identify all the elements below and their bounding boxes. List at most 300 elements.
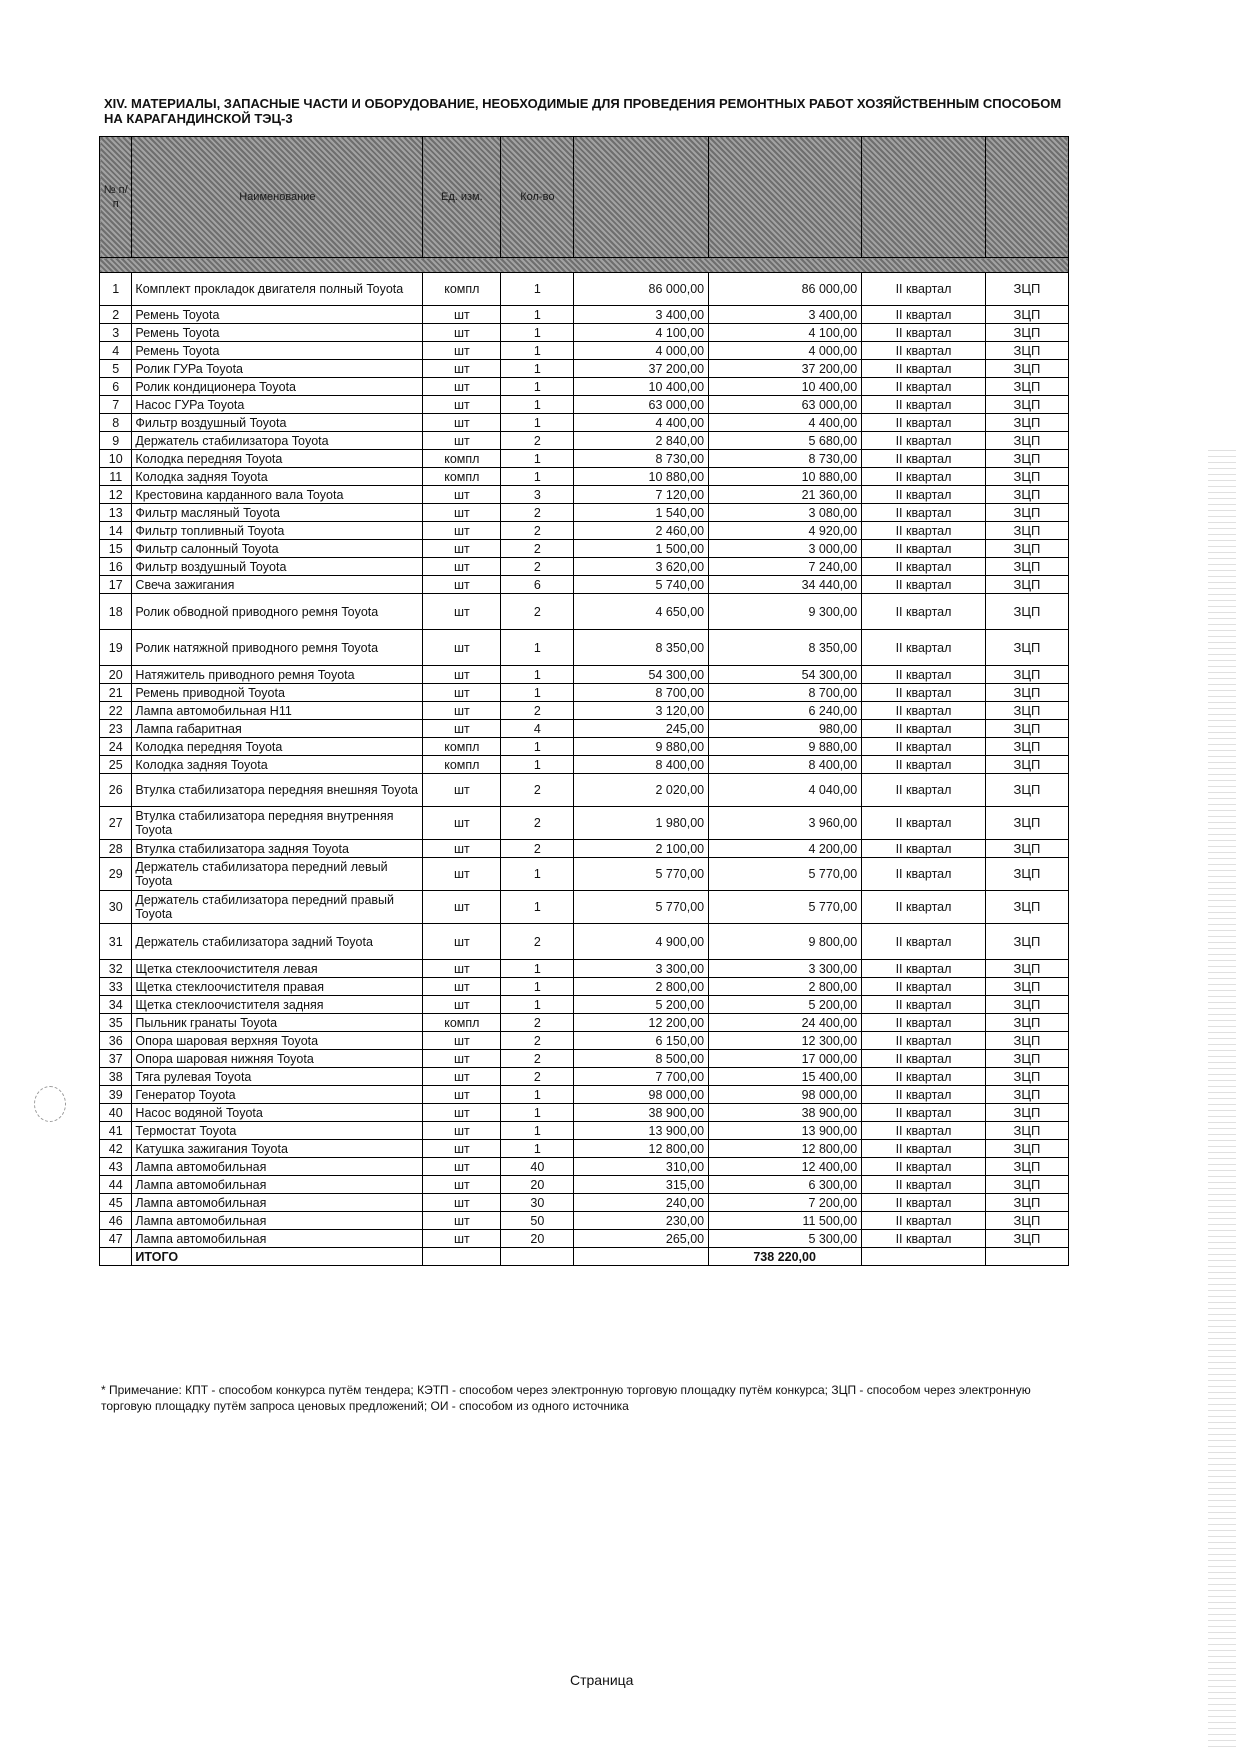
unit-of-measure: шт — [423, 702, 501, 720]
item-name: Держатель стабилизатора передний левый Toyota — [132, 858, 423, 891]
table-row — [100, 1032, 1069, 1050]
item-name: Фильтр воздушный Toyota — [132, 414, 423, 432]
table-row — [100, 396, 1069, 414]
item-name: Втулка стабилизатора передняя внешняя Toyota — [132, 774, 423, 807]
unit-price: 3 620,00 — [574, 558, 709, 576]
total-amount: 86 000,00 — [709, 273, 862, 306]
procurement-method: ЗЦП — [985, 504, 1068, 522]
unit-of-measure: шт — [423, 840, 501, 858]
procurement-method: ЗЦП — [985, 1014, 1068, 1032]
row-number: 31 — [100, 924, 132, 960]
unit-price: 38 900,00 — [574, 1104, 709, 1122]
unit-price: 3 120,00 — [574, 702, 709, 720]
quantity: 6 — [501, 576, 574, 594]
item-name: Фильтр салонный Toyota — [132, 540, 423, 558]
header-method — [985, 137, 1068, 258]
table-row — [100, 378, 1069, 396]
row-number: 7 — [100, 396, 132, 414]
item-name: Ролик кондиционера Toyota — [132, 378, 423, 396]
total-amount: 12 300,00 — [709, 1032, 862, 1050]
unit-of-measure: шт — [423, 360, 501, 378]
header-period — [862, 137, 986, 258]
table-row — [100, 1122, 1069, 1140]
quantity: 1 — [501, 273, 574, 306]
delivery-period: II квартал — [862, 738, 986, 756]
row-number: 4 — [100, 342, 132, 360]
delivery-period: II квартал — [862, 486, 986, 504]
row-number: 1 — [100, 273, 132, 306]
item-name: Колодка передняя Toyota — [132, 738, 423, 756]
quantity: 2 — [501, 774, 574, 807]
unit-of-measure: шт — [423, 1176, 501, 1194]
delivery-period: II квартал — [862, 807, 986, 840]
item-name: Пыльник гранаты Toyota — [132, 1014, 423, 1032]
row-number: 5 — [100, 360, 132, 378]
total-amount: 9 300,00 — [709, 594, 862, 630]
total-amount: 3 000,00 — [709, 540, 862, 558]
item-name: Держатель стабилизатора передний правый Toyota — [132, 891, 423, 924]
table-row — [100, 1086, 1069, 1104]
row-number: 16 — [100, 558, 132, 576]
row-number: 19 — [100, 630, 132, 666]
unit-of-measure: шт — [423, 996, 501, 1014]
row-number: 23 — [100, 720, 132, 738]
total-amount: 2 800,00 — [709, 978, 862, 996]
delivery-period: II квартал — [862, 720, 986, 738]
total-amount: 13 900,00 — [709, 1122, 862, 1140]
total-amount: 54 300,00 — [709, 666, 862, 684]
delivery-period: II квартал — [862, 1194, 986, 1212]
quantity: 4 — [501, 720, 574, 738]
quantity: 1 — [501, 1140, 574, 1158]
delivery-period: II квартал — [862, 1158, 986, 1176]
procurement-method: ЗЦП — [985, 684, 1068, 702]
quantity: 2 — [501, 924, 574, 960]
item-name: Втулка стабилизатора задняя Toyota — [132, 840, 423, 858]
unit-price: 8 500,00 — [574, 1050, 709, 1068]
quantity: 3 — [501, 486, 574, 504]
header-qty: Кол-во — [501, 137, 574, 258]
delivery-period: II квартал — [862, 1230, 986, 1248]
procurement-method: ЗЦП — [985, 324, 1068, 342]
delivery-period: II квартал — [862, 1122, 986, 1140]
row-number: 28 — [100, 840, 132, 858]
delivery-period: II квартал — [862, 666, 986, 684]
row-number: 38 — [100, 1068, 132, 1086]
table-row — [100, 684, 1069, 702]
item-name: Генератор Toyota — [132, 1086, 423, 1104]
quantity: 1 — [501, 996, 574, 1014]
table-row — [100, 807, 1069, 840]
unit-of-measure: шт — [423, 378, 501, 396]
delivery-period: II квартал — [862, 306, 986, 324]
delivery-period: II квартал — [862, 360, 986, 378]
delivery-period: II квартал — [862, 450, 986, 468]
procurement-method: ЗЦП — [985, 414, 1068, 432]
row-number: 32 — [100, 960, 132, 978]
total-empty-cell — [862, 1248, 986, 1266]
delivery-period: II квартал — [862, 702, 986, 720]
delivery-period: II квартал — [862, 858, 986, 891]
row-number: 35 — [100, 1014, 132, 1032]
total-amount: 3 960,00 — [709, 807, 862, 840]
unit-of-measure: шт — [423, 1140, 501, 1158]
procurement-method: ЗЦП — [985, 858, 1068, 891]
row-number: 42 — [100, 1140, 132, 1158]
unit-price: 4 400,00 — [574, 414, 709, 432]
procurement-method: ЗЦП — [985, 1104, 1068, 1122]
total-amount: 5 770,00 — [709, 858, 862, 891]
procurement-method: ЗЦП — [985, 1032, 1068, 1050]
unit-price: 8 400,00 — [574, 756, 709, 774]
procurement-method: ЗЦП — [985, 468, 1068, 486]
delivery-period: II квартал — [862, 378, 986, 396]
item-name: Фильтр масляный Toyota — [132, 504, 423, 522]
unit-price: 240,00 — [574, 1194, 709, 1212]
quantity: 2 — [501, 702, 574, 720]
quantity: 1 — [501, 360, 574, 378]
procurement-method: ЗЦП — [985, 840, 1068, 858]
item-name: Натяжитель приводного ремня Toyota — [132, 666, 423, 684]
unit-of-measure: шт — [423, 1050, 501, 1068]
procurement-method: ЗЦП — [985, 1086, 1068, 1104]
table-row — [100, 1140, 1069, 1158]
quantity: 1 — [501, 630, 574, 666]
total-amount: 4 000,00 — [709, 342, 862, 360]
total-amount: 37 200,00 — [709, 360, 862, 378]
materials-table — [99, 136, 1069, 1266]
item-name: Щетка стеклоочистителя левая — [132, 960, 423, 978]
page-label: Страница — [570, 1672, 634, 1688]
unit-of-measure: компл — [423, 468, 501, 486]
procurement-method: ЗЦП — [985, 1158, 1068, 1176]
unit-price: 13 900,00 — [574, 1122, 709, 1140]
header-unit: Ед. изм. — [423, 137, 501, 258]
quantity: 2 — [501, 840, 574, 858]
total-empty-cell — [574, 1248, 709, 1266]
unit-of-measure: шт — [423, 1158, 501, 1176]
quantity: 2 — [501, 1014, 574, 1032]
total-amount: 98 000,00 — [709, 1086, 862, 1104]
unit-price: 86 000,00 — [574, 273, 709, 306]
quantity: 1 — [501, 468, 574, 486]
table-row — [100, 594, 1069, 630]
procurement-method: ЗЦП — [985, 891, 1068, 924]
quantity: 2 — [501, 522, 574, 540]
row-number: 34 — [100, 996, 132, 1014]
unit-price: 12 800,00 — [574, 1140, 709, 1158]
procurement-method: ЗЦП — [985, 924, 1068, 960]
quantity: 1 — [501, 858, 574, 891]
quantity: 2 — [501, 558, 574, 576]
item-name: Лампа автомобильная — [132, 1194, 423, 1212]
procurement-method: ЗЦП — [985, 378, 1068, 396]
unit-price: 2 840,00 — [574, 432, 709, 450]
quantity: 1 — [501, 684, 574, 702]
table-row — [100, 858, 1069, 891]
delivery-period: II квартал — [862, 396, 986, 414]
procurement-method: ЗЦП — [985, 960, 1068, 978]
quantity: 1 — [501, 450, 574, 468]
unit-price: 4 900,00 — [574, 924, 709, 960]
row-number: 30 — [100, 891, 132, 924]
procurement-method: ЗЦП — [985, 450, 1068, 468]
item-name: Колодка задняя Toyota — [132, 756, 423, 774]
item-name: Катушка зажигания Toyota — [132, 1140, 423, 1158]
item-name: Лампа габаритная — [132, 720, 423, 738]
procurement-method: ЗЦП — [985, 432, 1068, 450]
unit-of-measure: шт — [423, 1194, 501, 1212]
row-number: 12 — [100, 486, 132, 504]
total-amount: 15 400,00 — [709, 1068, 862, 1086]
item-name: Колодка передняя Toyota — [132, 450, 423, 468]
unit-price: 8 730,00 — [574, 450, 709, 468]
unit-price: 3 300,00 — [574, 960, 709, 978]
quantity: 2 — [501, 594, 574, 630]
unit-of-measure: шт — [423, 1086, 501, 1104]
row-number: 37 — [100, 1050, 132, 1068]
procurement-method: ЗЦП — [985, 1068, 1068, 1086]
delivery-period: II квартал — [862, 774, 986, 807]
unit-price: 3 400,00 — [574, 306, 709, 324]
quantity: 1 — [501, 1104, 574, 1122]
procurement-method: ЗЦП — [985, 1050, 1068, 1068]
unit-of-measure: шт — [423, 558, 501, 576]
delivery-period: II квартал — [862, 594, 986, 630]
unit-price: 8 350,00 — [574, 630, 709, 666]
unit-price: 98 000,00 — [574, 1086, 709, 1104]
unit-price: 1 540,00 — [574, 504, 709, 522]
unit-price: 54 300,00 — [574, 666, 709, 684]
procurement-method: ЗЦП — [985, 666, 1068, 684]
item-name: Лампа автомобильная — [132, 1230, 423, 1248]
procurement-method: ЗЦП — [985, 1230, 1068, 1248]
procurement-method: ЗЦП — [985, 1140, 1068, 1158]
delivery-period: II квартал — [862, 273, 986, 306]
item-name: Держатель стабилизатора задний Toyota — [132, 924, 423, 960]
table-row — [100, 576, 1069, 594]
row-number: 36 — [100, 1032, 132, 1050]
total-empty-cell — [985, 1248, 1068, 1266]
quantity: 1 — [501, 1122, 574, 1140]
unit-price: 5 200,00 — [574, 996, 709, 1014]
item-name: Колодка задняя Toyota — [132, 468, 423, 486]
procurement-method: ЗЦП — [985, 774, 1068, 807]
unit-of-measure: шт — [423, 342, 501, 360]
table-row — [100, 504, 1069, 522]
total-amount: 7 200,00 — [709, 1194, 862, 1212]
total-amount: 3 080,00 — [709, 504, 862, 522]
delivery-period: II квартал — [862, 1050, 986, 1068]
total-amount: 8 700,00 — [709, 684, 862, 702]
table-row — [100, 924, 1069, 960]
header-sum — [709, 137, 862, 258]
unit-price: 315,00 — [574, 1176, 709, 1194]
item-name: Лампа автомобильная — [132, 1176, 423, 1194]
table-row — [100, 1104, 1069, 1122]
quantity: 1 — [501, 666, 574, 684]
quantity: 1 — [501, 738, 574, 756]
table-row — [100, 414, 1069, 432]
procurement-method: ЗЦП — [985, 522, 1068, 540]
table-row — [100, 1068, 1069, 1086]
row-number: 40 — [100, 1104, 132, 1122]
total-amount: 24 400,00 — [709, 1014, 862, 1032]
item-name: Ремень приводной Toyota — [132, 684, 423, 702]
item-name: Тяга рулевая Toyota — [132, 1068, 423, 1086]
row-number: 22 — [100, 702, 132, 720]
procurement-method: ЗЦП — [985, 558, 1068, 576]
unit-of-measure: шт — [423, 858, 501, 891]
total-amount: 6 300,00 — [709, 1176, 862, 1194]
item-name: Фильтр топливный Toyota — [132, 522, 423, 540]
procurement-method: ЗЦП — [985, 342, 1068, 360]
delivery-period: II квартал — [862, 342, 986, 360]
total-amount: 5 680,00 — [709, 432, 862, 450]
unit-price: 8 700,00 — [574, 684, 709, 702]
item-name: Ремень Toyota — [132, 324, 423, 342]
item-name: Крестовина карданного вала Toyota — [132, 486, 423, 504]
item-name: Опора шаровая верхняя Toyota — [132, 1032, 423, 1050]
total-empty-cell — [423, 1248, 501, 1266]
table-row — [100, 1050, 1069, 1068]
quantity: 2 — [501, 1050, 574, 1068]
total-amount: 5 300,00 — [709, 1230, 862, 1248]
procurement-method: ЗЦП — [985, 756, 1068, 774]
item-name: Ролик обводной приводного ремня Toyota — [132, 594, 423, 630]
unit-of-measure: шт — [423, 396, 501, 414]
unit-of-measure: шт — [423, 1068, 501, 1086]
delivery-period: II квартал — [862, 978, 986, 996]
unit-of-measure: шт — [423, 630, 501, 666]
delivery-period: II квартал — [862, 432, 986, 450]
item-name: Щетка стеклоочистителя задняя — [132, 996, 423, 1014]
quantity: 1 — [501, 396, 574, 414]
quantity: 1 — [501, 978, 574, 996]
item-name: Комплект прокладок двигателя полный Toyota — [132, 273, 423, 306]
item-name: Ролик ГУРа Toyota — [132, 360, 423, 378]
unit-price: 37 200,00 — [574, 360, 709, 378]
table-row — [100, 273, 1069, 306]
unit-price: 63 000,00 — [574, 396, 709, 414]
item-name: Держатель стабилизатора Toyota — [132, 432, 423, 450]
procurement-method: ЗЦП — [985, 576, 1068, 594]
table-row — [100, 840, 1069, 858]
delivery-period: II квартал — [862, 1086, 986, 1104]
unit-of-measure: компл — [423, 756, 501, 774]
row-number: 9 — [100, 432, 132, 450]
table-row — [100, 342, 1069, 360]
procurement-method: ЗЦП — [985, 738, 1068, 756]
procurement-method: ЗЦП — [985, 1194, 1068, 1212]
unit-of-measure: шт — [423, 414, 501, 432]
procurement-method: ЗЦП — [985, 996, 1068, 1014]
quantity: 20 — [501, 1176, 574, 1194]
quantity: 2 — [501, 807, 574, 840]
total-amount: 3 300,00 — [709, 960, 862, 978]
unit-of-measure: компл — [423, 273, 501, 306]
procurement-method: ЗЦП — [985, 540, 1068, 558]
row-number: 29 — [100, 858, 132, 891]
row-number: 24 — [100, 738, 132, 756]
table-row — [100, 738, 1069, 756]
total-amount: 12 800,00 — [709, 1140, 862, 1158]
unit-of-measure: шт — [423, 540, 501, 558]
total-amount: 4 040,00 — [709, 774, 862, 807]
unit-of-measure: шт — [423, 306, 501, 324]
delivery-period: II квартал — [862, 630, 986, 666]
unit-of-measure: шт — [423, 684, 501, 702]
table-row — [100, 540, 1069, 558]
table-row — [100, 432, 1069, 450]
unit-price: 245,00 — [574, 720, 709, 738]
scan-edge-texture — [1208, 450, 1236, 1750]
table-header-row — [100, 137, 1069, 258]
row-number: 14 — [100, 522, 132, 540]
unit-of-measure: шт — [423, 1104, 501, 1122]
delivery-period: II квартал — [862, 1140, 986, 1158]
item-name: Втулка стабилизатора передняя внутренняя Toyota — [132, 807, 423, 840]
table-row — [100, 891, 1069, 924]
document-title: XIV. МАТЕРИАЛЫ, ЗАПАСНЫЕ ЧАСТИ И ОБОРУДОВАНИЕ, НЕОБХОДИМЫЕ ДЛЯ ПРОВЕДЕНИЯ РЕМОНТНЫХ РАБОТ ХОЗЯЙСТВЕННЫМ СПОСОБОМ НА КАРАГАНДИНСКОЙ ТЭЦ-3 — [104, 96, 1062, 126]
quantity: 1 — [501, 960, 574, 978]
unit-price: 5 770,00 — [574, 858, 709, 891]
item-name: Щетка стеклоочистителя правая — [132, 978, 423, 996]
procurement-method: ЗЦП — [985, 630, 1068, 666]
table-row — [100, 522, 1069, 540]
row-number: 15 — [100, 540, 132, 558]
procurement-method: ЗЦП — [985, 1176, 1068, 1194]
total-amount: 11 500,00 — [709, 1212, 862, 1230]
unit-price: 5 740,00 — [574, 576, 709, 594]
unit-of-measure: шт — [423, 807, 501, 840]
quantity: 1 — [501, 306, 574, 324]
delivery-period: II квартал — [862, 1104, 986, 1122]
unit-of-measure: компл — [423, 450, 501, 468]
unit-price: 4 100,00 — [574, 324, 709, 342]
total-amount: 4 400,00 — [709, 414, 862, 432]
procurement-method: ЗЦП — [985, 720, 1068, 738]
total-amount: 10 880,00 — [709, 468, 862, 486]
unit-of-measure: шт — [423, 774, 501, 807]
table-row — [100, 1230, 1069, 1248]
item-name: Ремень Toyota — [132, 342, 423, 360]
unit-price: 12 200,00 — [574, 1014, 709, 1032]
unit-price: 2 100,00 — [574, 840, 709, 858]
delivery-period: II квартал — [862, 522, 986, 540]
quantity: 50 — [501, 1212, 574, 1230]
procurement-method: ЗЦП — [985, 396, 1068, 414]
footnote: * Примечание: КПТ - способом конкурса путём тендера; КЭТП - способом через электронную торговую площадку путём конкурса; ЗЦП - способом через электронную торговую площадку путём запроса ценовых предложений; ОИ - способом из одного источника — [101, 1383, 1031, 1413]
item-name: Термостат Toyota — [132, 1122, 423, 1140]
unit-of-measure: шт — [423, 486, 501, 504]
total-amount: 34 440,00 — [709, 576, 862, 594]
delivery-period: II квартал — [862, 324, 986, 342]
row-number: 10 — [100, 450, 132, 468]
item-name: Насос ГУРа Toyota — [132, 396, 423, 414]
item-name: Свеча зажигания — [132, 576, 423, 594]
row-number: 6 — [100, 378, 132, 396]
total-amount: 38 900,00 — [709, 1104, 862, 1122]
unit-of-measure: шт — [423, 432, 501, 450]
table-row — [100, 468, 1069, 486]
delivery-period: II квартал — [862, 891, 986, 924]
delivery-period: II квартал — [862, 840, 986, 858]
procurement-method: ЗЦП — [985, 306, 1068, 324]
unit-price: 7 120,00 — [574, 486, 709, 504]
quantity: 1 — [501, 756, 574, 774]
total-row — [100, 1248, 1069, 1266]
